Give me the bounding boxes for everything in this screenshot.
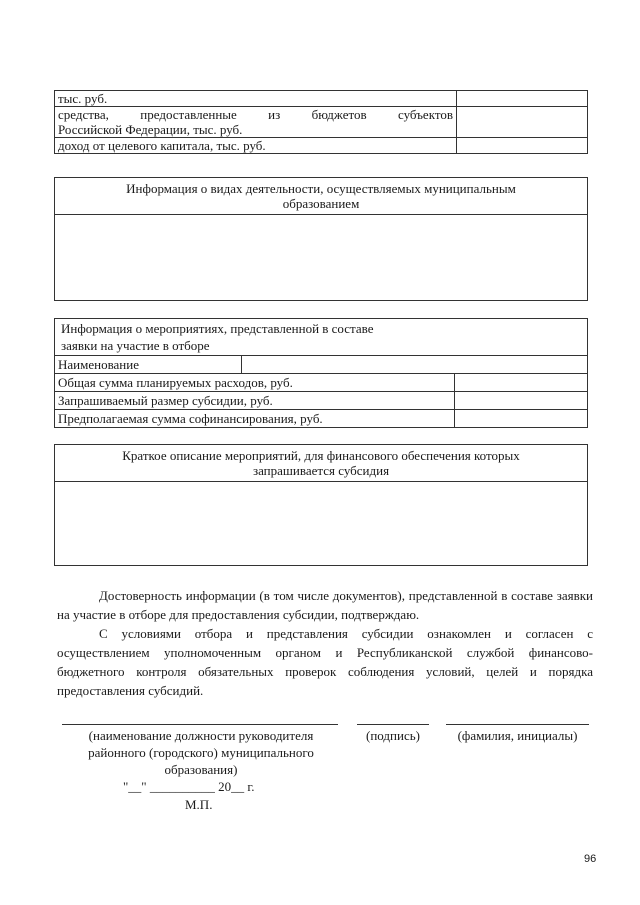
page-number: 96 — [584, 853, 597, 865]
consent-paragraph: С условиями отбора и представления субсидии ознакомлен и согласен с осуществлением уполномоченным органом и Республиканской службой финансово-бюджетного контроля обязательных проверок соблюдения условий, целей и порядка предоставления субсидий. — [57, 626, 593, 698]
table-row — [55, 107, 588, 138]
activities-heading-line2: образованием — [282, 196, 360, 211]
row-label-line1: средства, предоставленные из бюджетов субъектов — [58, 107, 453, 122]
stamp-label: М.П. — [185, 797, 213, 812]
description-heading-line1: Краткое описание мероприятий, для финансового обеспечения которых — [122, 448, 520, 463]
table-row — [55, 410, 588, 428]
position-caption: (наименование должности руководителя районного (городского) муниципального образования) — [88, 728, 314, 777]
table-row — [55, 319, 588, 356]
row-label: доход от целевого капитала, тыс. руб. — [55, 138, 457, 154]
row-label-line2: Российской Федерации, тыс. руб. — [58, 122, 243, 137]
value-cell — [242, 356, 588, 374]
table-row — [55, 138, 588, 154]
value-cell — [455, 410, 588, 428]
table-row — [55, 91, 588, 107]
events-heading-line1: Информация о мероприятиях, представленной в составе — [61, 321, 374, 336]
events-heading — [55, 319, 588, 356]
position-line — [62, 724, 338, 725]
table-row — [55, 392, 588, 410]
row-label: тыс. руб. — [55, 91, 457, 107]
value-cell — [457, 91, 588, 107]
value-cell — [457, 138, 588, 154]
activities-heading — [55, 178, 587, 215]
funding-sources-table — [54, 90, 588, 154]
value-cell — [455, 392, 588, 410]
events-table — [54, 318, 588, 428]
table-row — [55, 356, 588, 374]
description-box — [54, 444, 588, 566]
row-label: Общая сумма планируемых расходов, руб. — [55, 374, 455, 392]
row-label — [55, 107, 457, 138]
signature-caption: (подпись) — [366, 728, 420, 743]
row-label: Наименование — [55, 356, 242, 374]
description-heading-line2: запрашивается субсидия — [252, 463, 390, 478]
confirmation-paragraph: Достоверность информации (в том числе документов), представленной в составе заявки на участие в отборе для предоставления субсидии, подтверждаю. — [57, 588, 593, 622]
row-label: Предполагаемая сумма софинансирования, руб. — [55, 410, 455, 428]
signature-line — [357, 724, 429, 725]
value-cell — [455, 374, 588, 392]
row-label: Запрашиваемый размер субсидии, руб. — [55, 392, 455, 410]
name-line — [446, 724, 589, 725]
table-row — [55, 374, 588, 392]
activities-box — [54, 177, 588, 301]
value-cell — [457, 107, 588, 138]
description-heading — [55, 445, 587, 482]
name-caption: (фамилия, инициалы) — [457, 728, 578, 743]
date-line: "__" __________ 20__ г. — [123, 779, 255, 794]
events-heading-line2: заявки на участие в отборе — [61, 338, 210, 353]
activities-heading-line1: Информация о видах деятельности, осуществляемых муниципальным — [126, 181, 516, 196]
